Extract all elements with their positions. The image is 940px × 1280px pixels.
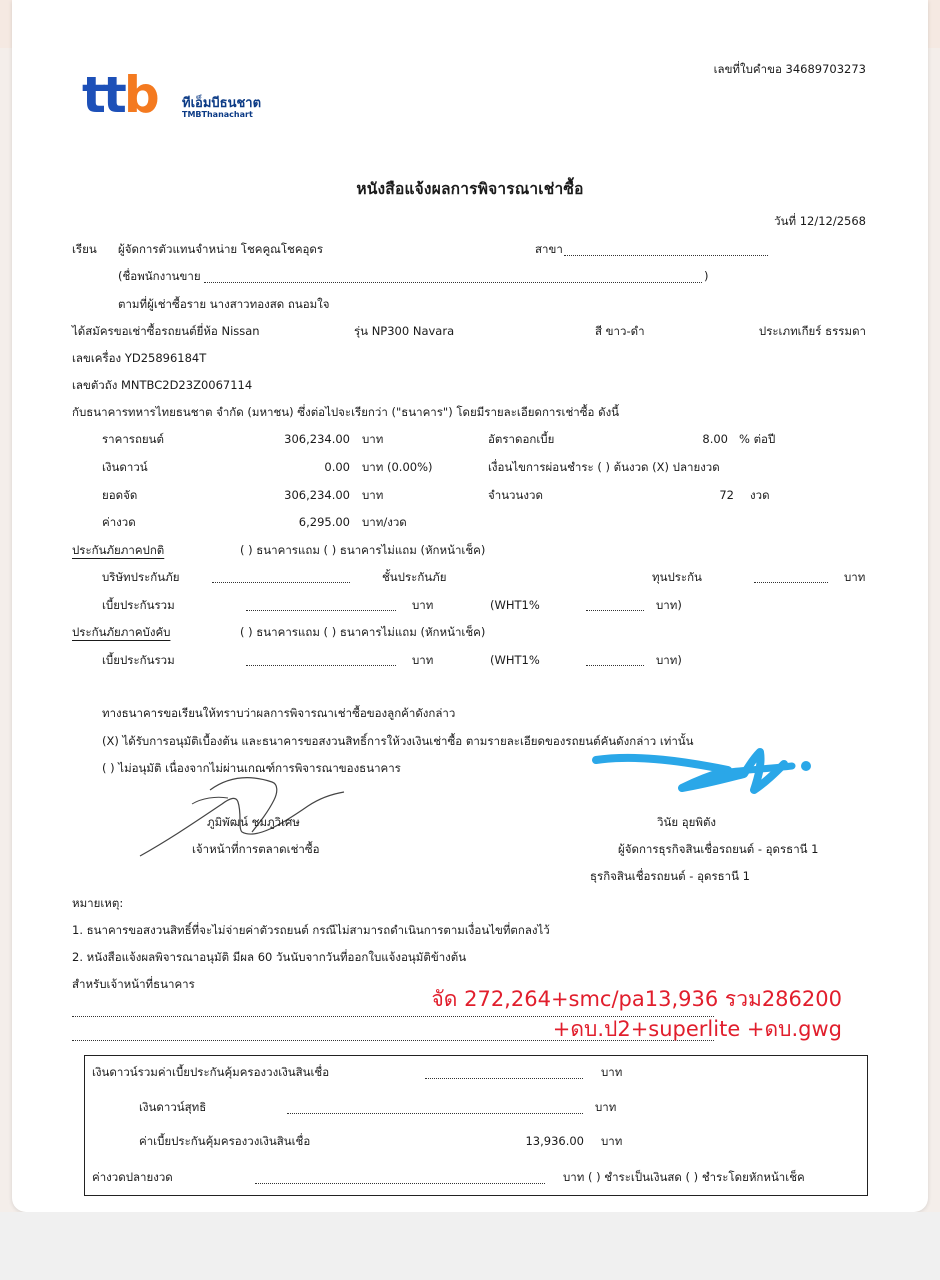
down-payment-unit: บาท (0.00%) <box>362 460 433 474</box>
viewer-bottom-bar <box>0 1212 940 1280</box>
vehicle-model: รุ่น NP300 Navara <box>354 324 455 338</box>
terms-label: จำนวนงวด <box>488 488 543 502</box>
left-signer-name: ภูมิพัฒน์ ชมภูวิเศษ <box>207 815 300 829</box>
compulsory-wht-blank <box>586 665 644 666</box>
compulsory-premium-blank <box>246 665 396 666</box>
last-installment-blank <box>255 1183 545 1184</box>
voluntary-insurance-heading: ประกันภัยภาคปกติ <box>72 543 165 557</box>
payment-condition: เงื่อนไขการผ่อนชำระ ( ) ต้นงวด (X) ปลายงวด <box>488 460 720 474</box>
document-date: วันที่ 12/12/2568 <box>774 214 866 228</box>
right-signer-title: ผู้จัดการธุรกิจสินเชื่อรถยนต์ - อุดรธานี 1 <box>618 842 819 856</box>
ttb-logo <box>82 66 157 124</box>
last-installment-options: บาท ( ) ชำระเป็นเงินสด ( ) ชำระโดยหักหน้าเช็ค <box>563 1170 805 1184</box>
applicant-line: ตามที่ผู้เช่าซื้อราย นางสาวทองสด ถนอมใจ <box>118 297 330 311</box>
sum-insured-label: ทุนประกัน <box>652 570 702 584</box>
salesperson-blank <box>204 282 702 283</box>
compulsory-premium-label: เบี้ยประกันรวม <box>102 653 175 667</box>
car-price-value: 306,234.00 <box>284 432 350 446</box>
right-signer-unit: ธุรกิจสินเชื่อรถยนต์ - อุดรธานี 1 <box>590 869 750 883</box>
approval-letter-page <box>12 0 928 1212</box>
voluntary-insurance-options: ( ) ธนาคารแถม ( ) ธนาคารไม่แถม (หักหน้าเช็ค) <box>240 543 486 557</box>
handwritten-note-line-1: จัด 272,264+smc/pa13,936 รวม286200 <box>431 987 842 1011</box>
left-signer-title: เจ้าหน้าที่การตลาดเช่าซื้อ <box>192 842 320 856</box>
sum-insured-unit: บาท <box>844 570 866 584</box>
car-price-unit: บาท <box>362 432 384 446</box>
interest-rate-label: อัตราดอกเบี้ย <box>488 432 555 446</box>
compulsory-insurance-options: ( ) ธนาคารแถม ( ) ธนาคารไม่แถม (หักหน้าเช็ค) <box>240 625 486 639</box>
bank-name-th: ทีเอ็มบีธนชาต <box>182 96 262 111</box>
branch-label: สาขา <box>535 242 563 256</box>
remark-item-2: 2. หนังสือแจ้งผลพิจารณาอนุมัติ มีผล 60 วันนับจากวันที่ออกใบแจ้งอนุมัติข้างต้น <box>72 950 467 964</box>
credit-insurance-value: 13,936.00 <box>525 1134 584 1148</box>
down-payment-label: เงินดาวน์ <box>102 460 148 474</box>
ttb-logo-mark: ttb <box>82 66 157 124</box>
down-payment-summary-box <box>84 1055 868 1196</box>
voluntary-premium-label: เบี้ยประกันรวม <box>102 598 175 612</box>
salesperson-close: ) <box>704 269 709 283</box>
installment-label: ค่างวด <box>102 515 136 529</box>
right-signature-image <box>578 734 838 804</box>
voluntary-premium-unit: บาท <box>412 598 434 612</box>
result-approved: (X) ได้รับการอนุมัติเบื้องต้น และธนาคารขอสงวนสิทธิ์การให้วงเงินเช่าซื้อ ตามรายละเอียดของรถยนต์คันดังกล่าว เท่านั้น <box>102 734 694 748</box>
chassis-number: เลขตัวถัง MNTBC2D23Z0067114 <box>72 378 253 392</box>
installment-value: 6,295.00 <box>298 515 350 529</box>
vehicle-color: สี ขาว-ดำ <box>595 324 645 338</box>
financed-amount-label: ยอดจัด <box>102 488 138 502</box>
voluntary-premium-blank <box>246 610 396 611</box>
net-down-label: เงินดาวน์สุทธิ <box>139 1100 207 1114</box>
installment-unit: บาท/งวด <box>362 515 407 529</box>
voluntary-wht-label: (WHT1% <box>490 598 540 612</box>
salesperson-label: (ชื่อพนักงานขาย <box>118 269 201 283</box>
sum-insured-blank <box>754 582 828 583</box>
down-total-label: เงินดาวน์รวมค่าเบี้ยประกันคุ้มครองวงเงินสินเชื่อ <box>92 1065 330 1079</box>
credit-insurance-unit: บาท <box>601 1134 623 1148</box>
addressee-name: ผู้จัดการตัวแทนจำหน่าย โชคคูณโชคอุดร <box>118 242 324 256</box>
document-title: หนังสือแจ้งผลการพิจารณาเช่าซื้อ <box>356 180 584 198</box>
voluntary-wht-blank <box>586 610 644 611</box>
to-label: เรียน <box>72 242 97 256</box>
financed-amount-unit: บาท <box>362 488 384 502</box>
handwritten-note-line-2: +ดบ.ป2+superlite +ดบ.gwg <box>552 1017 842 1041</box>
last-installment-label: ค่างวดปลายงวด <box>92 1170 173 1184</box>
car-price-label: ราคารถยนต์ <box>102 432 164 446</box>
down-total-unit: บาท <box>601 1065 623 1079</box>
interest-rate-value: 8.00 <box>702 432 728 446</box>
compulsory-wht-label: (WHT1% <box>490 653 540 667</box>
financed-amount-value: 306,234.00 <box>284 488 350 502</box>
bank-name-en: TMBThanachart <box>182 110 253 119</box>
voluntary-wht-unit: บาท) <box>656 598 682 612</box>
result-rejected: ( ) ไม่อนุมัติ เนื่องจากไม่ผ่านเกณฑ์การพิจารณาของธนาคาร <box>102 761 401 775</box>
branch-blank <box>564 255 768 256</box>
net-down-unit: บาท <box>595 1100 617 1114</box>
engine-number: เลขเครื่อง YD25896184T <box>72 351 207 365</box>
net-down-blank <box>287 1113 583 1114</box>
vehicle-brand: ได้สมัครขอเช่าซื้อรถยนต์ยี่ห้อ Nissan <box>72 324 260 338</box>
insurer-blank <box>212 582 350 583</box>
staff-only-label: สำหรับเจ้าหน้าที่ธนาคาร <box>72 977 195 991</box>
terms-unit: งวด <box>750 488 770 502</box>
request-number: เลขที่ใบคำขอ 34689703273 <box>713 62 866 76</box>
compulsory-insurance-heading: ประกันภัยภาคบังคับ <box>72 625 171 639</box>
insurance-class-label: ชั้นประกันภัย <box>382 570 447 584</box>
remark-item-1: 1. ธนาคารขอสงวนสิทธิ์ที่จะไม่จ่ายค่าตัวรถยนต์ กรณีไม่สามารถดำเนินการตามเงื่อนไขที่ตกลงไว้ <box>72 923 550 937</box>
insurer-label: บริษัทประกันภัย <box>102 570 180 584</box>
down-total-blank <box>425 1078 583 1079</box>
credit-insurance-label: ค่าเบี้ยประกันคุ้มครองวงเงินสินเชื่อ <box>139 1134 311 1148</box>
right-signer-name: วินัย อุยพิตัง <box>657 815 717 829</box>
down-payment-value: 0.00 <box>324 460 350 474</box>
result-intro: ทางธนาคารขอเรียนให้ทราบว่าผลการพิจารณาเช่าซื้อของลูกค้าดังกล่าว <box>102 706 456 720</box>
interest-rate-unit: % ต่อปี <box>739 432 776 446</box>
terms-value: 72 <box>719 488 734 502</box>
agreement-intro: กับธนาคารทหารไทยธนชาต จำกัด (มหาชน) ซึ่งต่อไปจะเรียกว่า ("ธนาคาร") โดยมีรายละเอียดการเช่าซื้อ ดังนี้ <box>72 405 620 419</box>
vehicle-gear: ประเภทเกียร์ ธรรมดา <box>758 324 866 338</box>
compulsory-premium-unit: บาท <box>412 653 434 667</box>
compulsory-wht-unit: บาท) <box>656 653 682 667</box>
remarks-heading: หมายเหตุ: <box>72 896 124 910</box>
